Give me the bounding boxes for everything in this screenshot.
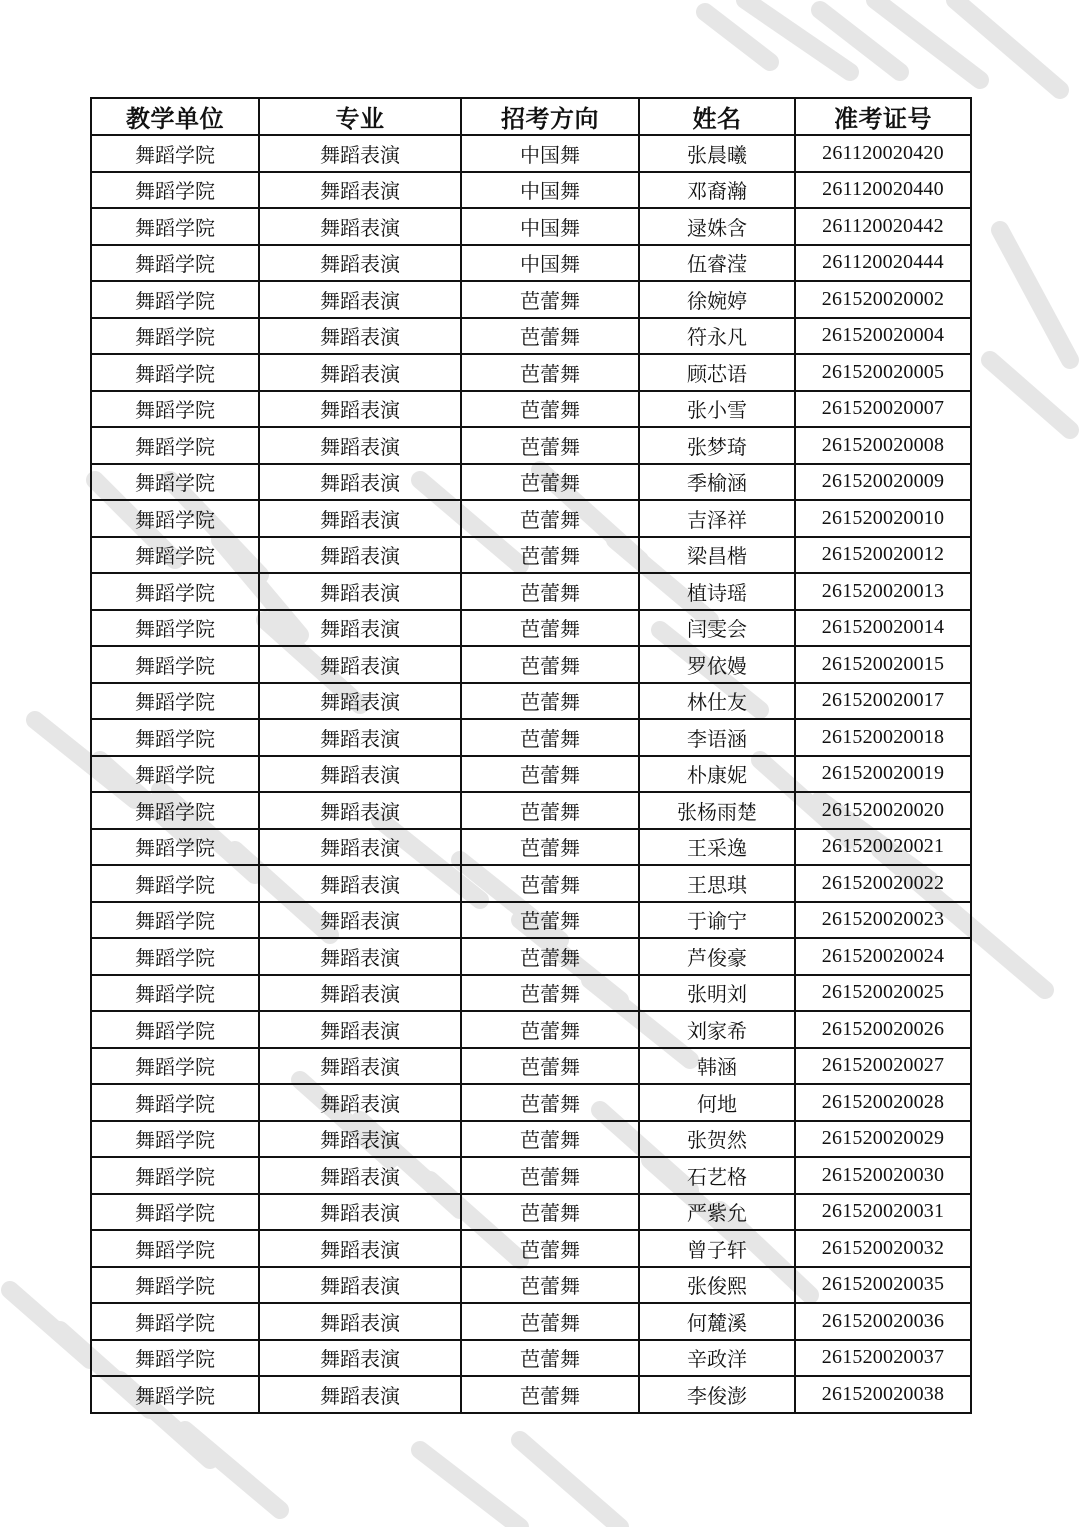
cell-exam-number: 261520020005 (795, 354, 971, 391)
cell-name: 罗依嫚 (639, 646, 795, 683)
cell-exam-direction: 芭蕾舞 (461, 792, 639, 829)
cell-name: 季榆涵 (639, 464, 795, 501)
cell-major: 舞蹈表演 (259, 683, 461, 720)
table-row (91, 610, 971, 647)
cell-exam-direction: 芭蕾舞 (461, 1340, 639, 1377)
cell-exam-number: 261120020442 (795, 208, 971, 245)
cell-exam-direction: 芭蕾舞 (461, 865, 639, 902)
cell-major: 舞蹈表演 (259, 865, 461, 902)
cell-exam-direction: 芭蕾舞 (461, 281, 639, 318)
cell-exam-number: 261520020025 (795, 975, 971, 1012)
watermark-stroke (1000, 230, 1070, 360)
table-row (91, 135, 971, 172)
cell-exam-number: 261520020029 (795, 1121, 971, 1158)
cell-teaching-unit: 舞蹈学院 (91, 1121, 259, 1158)
cell-exam-number: 261520020032 (795, 1230, 971, 1267)
cell-exam-number: 261120020444 (795, 245, 971, 282)
cell-exam-number: 261520020009 (795, 464, 971, 501)
cell-exam-direction: 中国舞 (461, 245, 639, 282)
cell-name: 植诗瑶 (639, 573, 795, 610)
cell-teaching-unit: 舞蹈学院 (91, 646, 259, 683)
table-row (91, 1157, 971, 1194)
cell-exam-direction: 芭蕾舞 (461, 610, 639, 647)
cell-name: 张梦琦 (639, 427, 795, 464)
cell-teaching-unit: 舞蹈学院 (91, 865, 259, 902)
table-row (91, 1084, 971, 1121)
cell-major: 舞蹈表演 (259, 245, 461, 282)
cell-teaching-unit: 舞蹈学院 (91, 1194, 259, 1231)
cell-teaching-unit: 舞蹈学院 (91, 1011, 259, 1048)
cell-teaching-unit: 舞蹈学院 (91, 500, 259, 537)
cell-teaching-unit: 舞蹈学院 (91, 1230, 259, 1267)
cell-exam-number: 261520020020 (795, 792, 971, 829)
cell-exam-number: 261520020018 (795, 719, 971, 756)
cell-teaching-unit: 舞蹈学院 (91, 354, 259, 391)
table-row (91, 172, 971, 209)
cell-exam-direction: 芭蕾舞 (461, 464, 639, 501)
watermark-stroke (10, 1290, 90, 1360)
cell-major: 舞蹈表演 (259, 1376, 461, 1413)
cell-name: 辛政洋 (639, 1340, 795, 1377)
cell-exam-number: 261520020002 (795, 281, 971, 318)
cell-exam-number: 261520020010 (795, 500, 971, 537)
cell-major: 舞蹈表演 (259, 1340, 461, 1377)
table-row (91, 1194, 971, 1231)
cell-exam-direction: 芭蕾舞 (461, 1376, 639, 1413)
cell-major: 舞蹈表演 (259, 464, 461, 501)
cell-name: 李俊澎 (639, 1376, 795, 1413)
cell-exam-direction: 中国舞 (461, 135, 639, 172)
table-row (91, 208, 971, 245)
cell-teaching-unit: 舞蹈学院 (91, 1084, 259, 1121)
table-row (91, 719, 971, 756)
cell-name: 于谕宁 (639, 902, 795, 939)
cell-name: 张明刘 (639, 975, 795, 1012)
cell-teaching-unit: 舞蹈学院 (91, 683, 259, 720)
cell-name: 王思琪 (639, 865, 795, 902)
admission-table-wrapper (90, 97, 970, 1414)
cell-name: 闫雯会 (639, 610, 795, 647)
cell-major: 舞蹈表演 (259, 1303, 461, 1340)
table-row (91, 975, 971, 1012)
table-row (91, 1303, 971, 1340)
watermark-stroke (875, 0, 980, 80)
cell-major: 舞蹈表演 (259, 1194, 461, 1231)
cell-teaching-unit: 舞蹈学院 (91, 172, 259, 209)
cell-teaching-unit: 舞蹈学院 (91, 975, 259, 1012)
cell-name: 刘家希 (639, 1011, 795, 1048)
cell-major: 舞蹈表演 (259, 756, 461, 793)
cell-major: 舞蹈表演 (259, 537, 461, 574)
cell-exam-number: 261520020030 (795, 1157, 971, 1194)
header-exam-number: 准考证号 (795, 98, 971, 135)
cell-name: 邓裔瀚 (639, 172, 795, 209)
cell-exam-number: 261520020027 (795, 1048, 971, 1085)
cell-name: 梁昌楷 (639, 537, 795, 574)
cell-exam-number: 261520020017 (795, 683, 971, 720)
cell-name: 石艺格 (639, 1157, 795, 1194)
cell-major: 舞蹈表演 (259, 208, 461, 245)
cell-exam-direction: 芭蕾舞 (461, 719, 639, 756)
cell-teaching-unit: 舞蹈学院 (91, 208, 259, 245)
cell-exam-direction: 芭蕾舞 (461, 318, 639, 355)
cell-name: 何麓溪 (639, 1303, 795, 1340)
cell-teaching-unit: 舞蹈学院 (91, 938, 259, 975)
cell-major: 舞蹈表演 (259, 573, 461, 610)
cell-exam-direction: 芭蕾舞 (461, 829, 639, 866)
table-row (91, 1230, 971, 1267)
cell-major: 舞蹈表演 (259, 354, 461, 391)
cell-name: 何地 (639, 1084, 795, 1121)
cell-teaching-unit: 舞蹈学院 (91, 537, 259, 574)
cell-major: 舞蹈表演 (259, 1267, 461, 1304)
cell-teaching-unit: 舞蹈学院 (91, 1267, 259, 1304)
cell-exam-number: 261520020037 (795, 1340, 971, 1377)
cell-name: 曾子轩 (639, 1230, 795, 1267)
cell-name: 吉泽祥 (639, 500, 795, 537)
cell-exam-number: 261520020028 (795, 1084, 971, 1121)
cell-exam-number: 261520020015 (795, 646, 971, 683)
cell-exam-number: 261520020038 (795, 1376, 971, 1413)
table-body (91, 135, 971, 1413)
cell-major: 舞蹈表演 (259, 646, 461, 683)
cell-exam-number: 261520020008 (795, 427, 971, 464)
cell-exam-direction: 芭蕾舞 (461, 1194, 639, 1231)
cell-exam-direction: 中国舞 (461, 172, 639, 209)
cell-exam-number: 261120020440 (795, 172, 971, 209)
cell-major: 舞蹈表演 (259, 610, 461, 647)
cell-exam-direction: 芭蕾舞 (461, 1303, 639, 1340)
watermark-stroke (820, 10, 900, 72)
watermark-stroke (420, 1450, 520, 1527)
cell-teaching-unit: 舞蹈学院 (91, 427, 259, 464)
cell-name: 严紫允 (639, 1194, 795, 1231)
cell-major: 舞蹈表演 (259, 975, 461, 1012)
cell-exam-direction: 芭蕾舞 (461, 1121, 639, 1158)
cell-teaching-unit: 舞蹈学院 (91, 281, 259, 318)
cell-major: 舞蹈表演 (259, 318, 461, 355)
cell-exam-direction: 芭蕾舞 (461, 1084, 639, 1121)
header-major: 专业 (259, 98, 461, 135)
cell-major: 舞蹈表演 (259, 172, 461, 209)
cell-major: 舞蹈表演 (259, 1048, 461, 1085)
table-row (91, 756, 971, 793)
cell-exam-direction: 芭蕾舞 (461, 1230, 639, 1267)
table-row (91, 1121, 971, 1158)
watermark-stroke (955, 0, 1060, 90)
cell-exam-number: 261520020007 (795, 391, 971, 428)
table-row (91, 245, 971, 282)
table-row (91, 1011, 971, 1048)
cell-major: 舞蹈表演 (259, 427, 461, 464)
table-row (91, 646, 971, 683)
cell-name: 徐婉婷 (639, 281, 795, 318)
cell-teaching-unit: 舞蹈学院 (91, 829, 259, 866)
cell-exam-number: 261520020022 (795, 865, 971, 902)
cell-name: 朴康妮 (639, 756, 795, 793)
cell-major: 舞蹈表演 (259, 792, 461, 829)
table-row (91, 573, 971, 610)
cell-teaching-unit: 舞蹈学院 (91, 318, 259, 355)
cell-major: 舞蹈表演 (259, 135, 461, 172)
cell-name: 张贺然 (639, 1121, 795, 1158)
cell-exam-direction: 芭蕾舞 (461, 354, 639, 391)
table-row (91, 281, 971, 318)
cell-name: 李语涵 (639, 719, 795, 756)
header-row (91, 98, 971, 135)
cell-exam-direction: 芭蕾舞 (461, 1267, 639, 1304)
cell-major: 舞蹈表演 (259, 391, 461, 428)
table-row (91, 427, 971, 464)
admission-table (90, 97, 972, 1414)
cell-exam-direction: 芭蕾舞 (461, 537, 639, 574)
cell-exam-direction: 芭蕾舞 (461, 975, 639, 1012)
cell-exam-number: 261520020031 (795, 1194, 971, 1231)
watermark-stroke (745, 0, 850, 72)
table-row (91, 938, 971, 975)
cell-teaching-unit: 舞蹈学院 (91, 391, 259, 428)
table-row (91, 1376, 971, 1413)
table-row (91, 792, 971, 829)
table-row (91, 1340, 971, 1377)
cell-exam-number: 261520020013 (795, 573, 971, 610)
header-teaching-unit: 教学单位 (91, 98, 259, 135)
cell-exam-number: 261520020012 (795, 537, 971, 574)
table-row (91, 865, 971, 902)
cell-exam-number: 261520020036 (795, 1303, 971, 1340)
cell-exam-direction: 芭蕾舞 (461, 902, 639, 939)
cell-teaching-unit: 舞蹈学院 (91, 245, 259, 282)
table-row (91, 391, 971, 428)
table-row (91, 902, 971, 939)
cell-name: 韩涵 (639, 1048, 795, 1085)
table-row (91, 318, 971, 355)
cell-teaching-unit: 舞蹈学院 (91, 1376, 259, 1413)
cell-exam-number: 261520020019 (795, 756, 971, 793)
cell-teaching-unit: 舞蹈学院 (91, 792, 259, 829)
cell-exam-direction: 芭蕾舞 (461, 646, 639, 683)
cell-teaching-unit: 舞蹈学院 (91, 573, 259, 610)
cell-name: 张晨曦 (639, 135, 795, 172)
cell-teaching-unit: 舞蹈学院 (91, 1303, 259, 1340)
cell-exam-direction: 芭蕾舞 (461, 683, 639, 720)
cell-name: 符永凡 (639, 318, 795, 355)
cell-name: 林仕友 (639, 683, 795, 720)
header-exam-direction: 招考方向 (461, 98, 639, 135)
cell-name: 张杨雨楚 (639, 792, 795, 829)
cell-exam-direction: 中国舞 (461, 208, 639, 245)
cell-major: 舞蹈表演 (259, 281, 461, 318)
cell-exam-direction: 芭蕾舞 (461, 391, 639, 428)
watermark-stroke (520, 1440, 620, 1527)
cell-name: 逯姝含 (639, 208, 795, 245)
cell-teaching-unit: 舞蹈学院 (91, 1157, 259, 1194)
table-row (91, 1048, 971, 1085)
cell-major: 舞蹈表演 (259, 1230, 461, 1267)
table-header (91, 98, 971, 135)
cell-exam-direction: 芭蕾舞 (461, 938, 639, 975)
cell-name: 芦俊豪 (639, 938, 795, 975)
cell-teaching-unit: 舞蹈学院 (91, 610, 259, 647)
cell-major: 舞蹈表演 (259, 902, 461, 939)
cell-exam-direction: 芭蕾舞 (461, 756, 639, 793)
cell-name: 伍睿滢 (639, 245, 795, 282)
cell-exam-number: 261520020026 (795, 1011, 971, 1048)
cell-exam-direction: 芭蕾舞 (461, 1048, 639, 1085)
cell-exam-number: 261520020024 (795, 938, 971, 975)
table-row (91, 683, 971, 720)
table-row (91, 537, 971, 574)
cell-teaching-unit: 舞蹈学院 (91, 1340, 259, 1377)
cell-name: 张俊熙 (639, 1267, 795, 1304)
cell-major: 舞蹈表演 (259, 500, 461, 537)
cell-major: 舞蹈表演 (259, 938, 461, 975)
cell-name: 王采逸 (639, 829, 795, 866)
cell-teaching-unit: 舞蹈学院 (91, 464, 259, 501)
cell-major: 舞蹈表演 (259, 829, 461, 866)
cell-exam-direction: 芭蕾舞 (461, 500, 639, 537)
cell-major: 舞蹈表演 (259, 719, 461, 756)
cell-teaching-unit: 舞蹈学院 (91, 756, 259, 793)
cell-teaching-unit: 舞蹈学院 (91, 1048, 259, 1085)
cell-teaching-unit: 舞蹈学院 (91, 902, 259, 939)
watermark-stroke (990, 360, 1070, 430)
cell-exam-number: 261520020021 (795, 829, 971, 866)
cell-name: 顾芯语 (639, 354, 795, 391)
cell-exam-number: 261520020014 (795, 610, 971, 647)
cell-name: 张小雪 (639, 391, 795, 428)
cell-exam-direction: 芭蕾舞 (461, 1011, 639, 1048)
cell-exam-number: 261120020420 (795, 135, 971, 172)
cell-exam-number: 261520020004 (795, 318, 971, 355)
cell-major: 舞蹈表演 (259, 1084, 461, 1121)
cell-exam-direction: 芭蕾舞 (461, 427, 639, 464)
watermark-stroke (185, 1430, 280, 1510)
table-row (91, 829, 971, 866)
cell-exam-direction: 芭蕾舞 (461, 1157, 639, 1194)
table-row (91, 354, 971, 391)
cell-major: 舞蹈表演 (259, 1011, 461, 1048)
table-row (91, 1267, 971, 1304)
cell-major: 舞蹈表演 (259, 1121, 461, 1158)
cell-teaching-unit: 舞蹈学院 (91, 719, 259, 756)
cell-exam-number: 261520020023 (795, 902, 971, 939)
cell-teaching-unit: 舞蹈学院 (91, 135, 259, 172)
table-row (91, 464, 971, 501)
cell-exam-number: 261520020035 (795, 1267, 971, 1304)
cell-major: 舞蹈表演 (259, 1157, 461, 1194)
table-row (91, 500, 971, 537)
watermark-stroke (705, 12, 770, 62)
cell-exam-direction: 芭蕾舞 (461, 573, 639, 610)
header-name: 姓名 (639, 98, 795, 135)
